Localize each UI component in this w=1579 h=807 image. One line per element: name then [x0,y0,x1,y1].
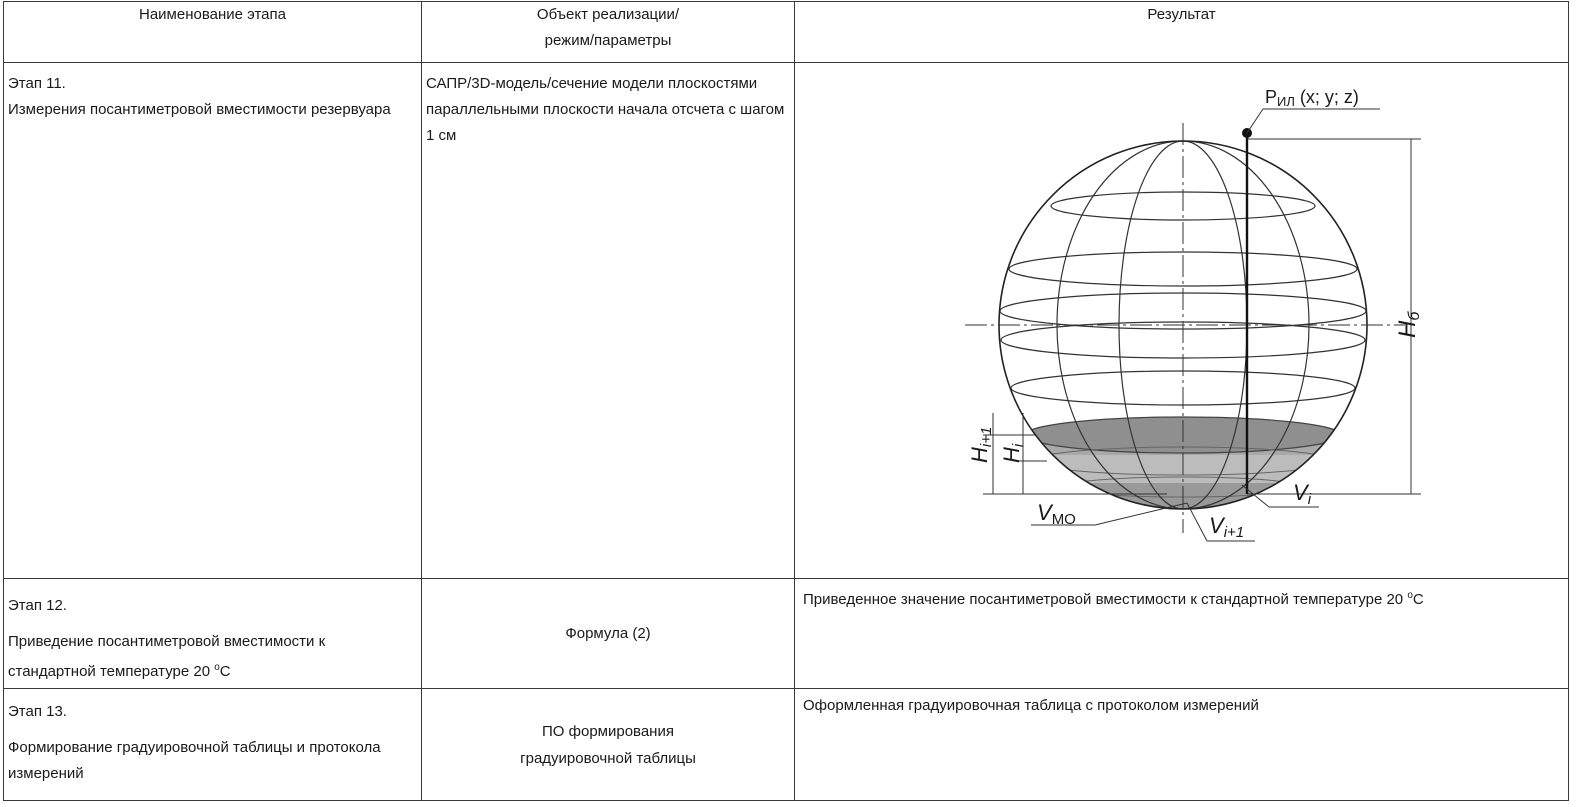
stage-12-cell [4,579,422,689]
vi1-label: Vi+1 [1209,513,1245,541]
stage-12-object-cell [422,579,795,689]
stage-13-object-line2: градуировочной таблицы [520,749,696,767]
height-label: Hб [1394,311,1423,338]
stage-13-desc: Формирование градуировочной таблицы и протокола измерений [8,739,381,782]
vi-label: Vi [1293,480,1312,508]
stage-12-result: Приведенное значение посантиметровой вместимости к стандартной температуре 20 $^o$C [803,590,1424,608]
stage-11-result-cell [795,63,1569,579]
table-header-row [4,2,1569,63]
header-object-line1: Объект реализации/ [536,6,680,23]
stage-13-result-cell [795,689,1569,801]
table-row-stage-12 [4,579,1569,689]
vmo-label: VМО [1037,500,1076,528]
stage-11-title: Этап 11. [8,75,66,92]
stage-12-result-cell [795,579,1569,689]
sphere-diagram [795,63,1568,575]
stage-12-object: Формула (2) [565,625,651,642]
stage-11-desc: Измерения посантиметровой вместимости резервуара [8,101,391,118]
header-object [422,2,795,63]
point-label: PИЛ (x; y; z) [1265,87,1359,109]
stage-12-title: Этап 12. [8,597,67,614]
stage-13-title: Этап 13. [8,703,67,720]
hi-label: Hi [999,443,1027,463]
stage-13-result: Оформленная градуировочная таблица с протоколом измерений [803,697,1259,714]
header-stage: Наименование этапа [4,2,422,63]
table-row-stage-13 [4,689,1569,801]
stage-11-object: САПР/3D-модель/сечение модели плоскостями параллельными плоскости начала отсчета с шагом 1 см [426,75,785,144]
stages-table [3,1,1569,801]
stage-11-cell [4,63,422,579]
stage-11-object-cell [422,63,795,579]
stage-13-object-line1: ПО формирования [542,722,674,740]
sphere-diagram-svg [795,63,1569,575]
header-result: Результат [795,2,1569,63]
header-object-line2: режим/параметры [544,32,672,49]
stage-12-desc: Приведение посантиметровой вместимости к стандартной температуре 20 $^o$C [8,633,326,680]
table-row-stage-11 [4,63,1569,579]
stage-13-object-cell [422,689,795,801]
hi1-label: Hi+1 [967,426,995,463]
stage-13-cell [4,689,422,801]
